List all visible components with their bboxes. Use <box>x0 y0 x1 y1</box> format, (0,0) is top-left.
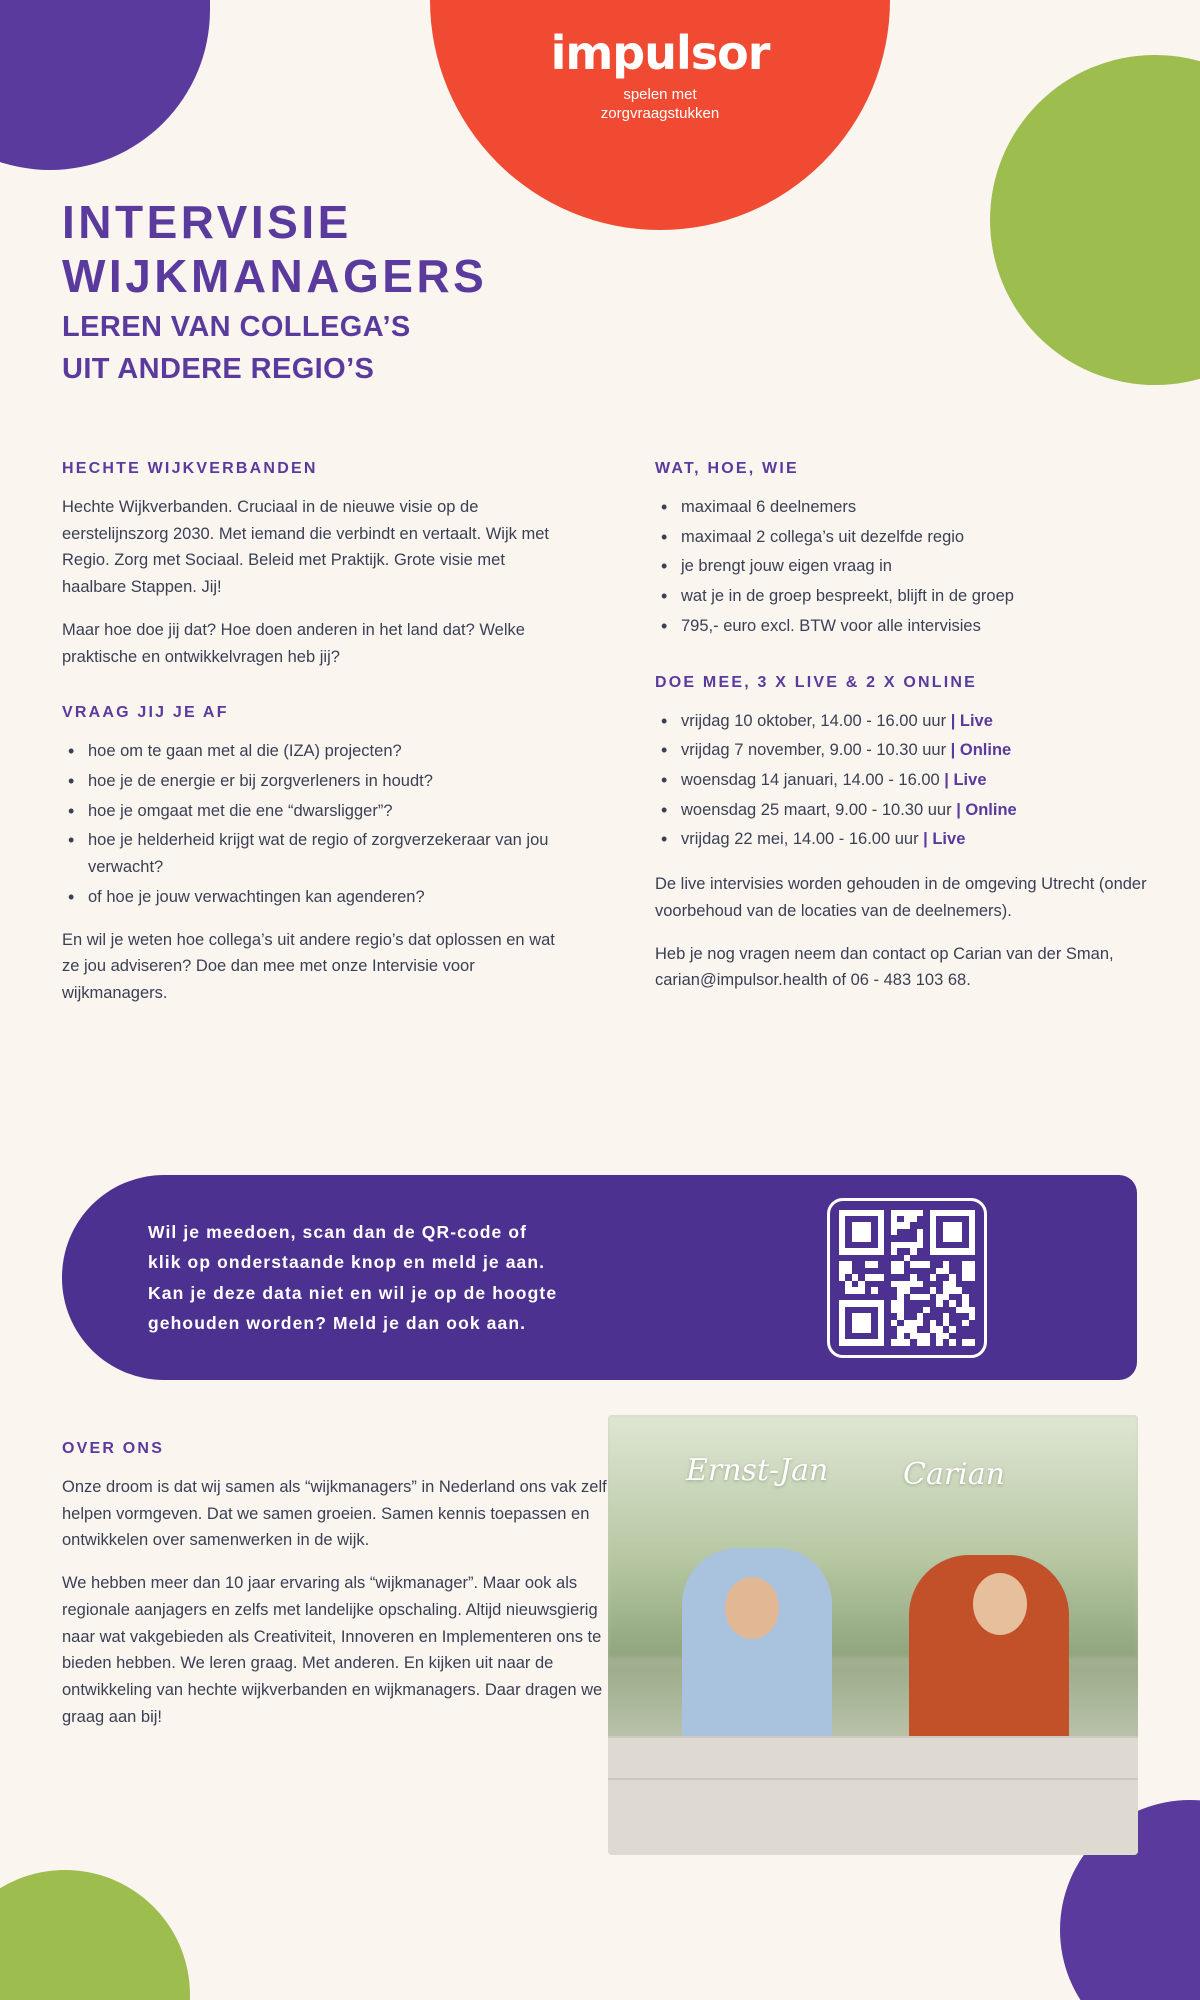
session-row <box>655 767 1165 794</box>
decor-shape-green-bottom-left <box>0 1870 190 2000</box>
session-row <box>655 737 1165 764</box>
paragraph-location-note: De live intervisies worden gehouden in de omgeving Utrecht (onder voorbehoud van de locaties van de deelnemers). <box>655 875 1147 920</box>
cta-line-4: gehouden worden? Meld je dan ook aan. <box>148 1312 527 1333</box>
subtitle-line-2: UIT ANDERE REGIO’S <box>62 352 375 385</box>
left-column <box>62 460 562 1023</box>
photo-person-right-head <box>973 1573 1027 1635</box>
session-row <box>655 708 1165 735</box>
team-photo <box>608 1415 1138 1855</box>
list-vraag-jij-je-af <box>62 738 562 910</box>
session-mode: | Online <box>950 741 1012 760</box>
paragraph-contact-note: Heb je nog vragen neem dan contact op Carian van der Sman, carian@impulsor.health of 06 - 483 103 68. <box>655 944 1114 990</box>
list-item: • hoe je de energie er bij zorgverleners in houdt? <box>62 768 562 795</box>
list-item: • maximaal 6 deelnemers <box>655 494 1165 521</box>
brand-logo <box>430 26 890 124</box>
qr-code-matrix <box>839 1210 975 1346</box>
session-mode: | Live <box>950 711 993 730</box>
heading-vraag-jij-je-af: VRAAG JIJ JE AF <box>62 704 229 722</box>
session-mode: | Online <box>956 800 1017 819</box>
paragraph-over-ons-1: Onze droom is dat wij samen als “wijkmanagers” in Nederland ons vak zelf helpen vormgeven. Dat we samen groeien. Samen kennis toepassen en ontwikkelen over samenwerken in de wijk. <box>62 1478 607 1550</box>
page-title <box>62 195 762 388</box>
list-item: • 795,- euro excl. BTW voor alle intervisies <box>655 613 1165 640</box>
over-ons-section <box>62 1440 622 1746</box>
heading-doe-mee: DOE MEE, 3 X LIVE & 2 X ONLINE <box>655 673 978 691</box>
list-wat-hoe-wie <box>655 494 1165 640</box>
title-line-1: INTERVISIE <box>62 196 352 248</box>
photo-person-left-head <box>725 1577 779 1639</box>
heading-hechte-wijkverbanden: HECHTE WIJKVERBANDEN <box>62 460 318 477</box>
list-item: • maximaal 2 collega’s uit dezelfde regio <box>655 524 1165 551</box>
list-item: • hoe je omgaat met die ene “dwarsligger”? <box>62 798 562 825</box>
session-date: vrijdag 22 mei, 14.00 - 16.00 uur <box>681 830 924 849</box>
session-date: vrijdag 10 oktober, 14.00 - 16.00 uur <box>681 711 951 730</box>
right-column <box>655 460 1165 1010</box>
session-date: woensdag 25 maart, 9.00 - 10.30 uur <box>681 800 957 819</box>
cta-text <box>148 1217 827 1337</box>
photo-ledge <box>608 1736 1138 1855</box>
session-mode: | Live <box>944 771 987 790</box>
decor-shape-purple-top-left <box>0 0 210 170</box>
subtitle-line-1: LEREN VAN COLLEGA’S <box>62 310 411 343</box>
session-row <box>655 797 1165 824</box>
session-date: vrijdag 7 november, 9.00 - 10.30 uur <box>681 741 951 760</box>
cta-line-1: Wil je meedoen, scan dan de QR-code of <box>148 1222 528 1243</box>
title-line-2: WIJKMANAGERS <box>62 250 488 303</box>
logo-tagline-line2: zorgvraagstukken <box>600 104 720 122</box>
session-date: woensdag 14 januari, 14.00 - 16.00 <box>681 771 945 790</box>
paragraph-over-ons-2: We hebben meer dan 10 jaar ervaring als “wijkmanager”. Maar ook als regionale aanjagers en zelfs met landelijke opschaling. Altijd nieuwsgierig naar wat vakgebieden als Creativiteit, Innoveren en Implementeren ons te bieden hebben. We leren graag. Met anderen. En kijken uit naar de ontwikkeling van hechte wijkverbanden en wijkmanagers. Daar dragen we graag aan bij! <box>62 1574 603 1726</box>
logo-wordmark: impulsor <box>550 26 770 80</box>
paragraph-vraag-outro: En wil je weten hoe collega’s uit andere regio’s dat oplossen en wat ze jou adviseren? Doe dan mee met onze Intervisie voor wijkmanagers. <box>62 930 555 1003</box>
paragraph-hechte-2: Maar hoe doe jij dat? Hoe doen anderen in het land dat? Welke praktische en ontwikkelvragen heb jij? <box>62 620 525 666</box>
cta-line-3: Kan je deze data niet en wil je op de hoogte <box>148 1282 558 1303</box>
list-item: • wat je in de groep bespreekt, blijft in de groep <box>655 583 1165 610</box>
list-sessions <box>655 708 1165 854</box>
list-item: • of hoe je jouw verwachtingen kan agenderen? <box>62 884 562 911</box>
list-item: • hoe je helderheid krijgt wat de regio of zorgverzekeraar van jou verwacht? <box>62 827 562 880</box>
heading-wat-hoe-wie: WAT, HOE, WIE <box>655 460 799 477</box>
logo-tagline-line1: spelen met <box>623 86 697 103</box>
photo-name-right: Carian <box>903 1457 1005 1492</box>
paragraph-hechte-1: Hechte Wijkverbanden. Cruciaal in de nieuwe visie op de eerstelijnszorg 2030. Met iemand die verbindt en vertaalt. Wijk met Regio. Zorg met Sociaal. Beleid met Praktijk. Grote visie met haalbare Stappen. Jij! <box>62 498 549 597</box>
heading-over-ons: OVER ONS <box>62 1440 165 1457</box>
cta-banner[interactable] <box>62 1175 1137 1380</box>
photo-name-left: Ernst-Jan <box>686 1453 829 1488</box>
list-item: • hoe om te gaan met al die (IZA) projecten? <box>62 738 562 765</box>
session-row <box>655 826 1165 853</box>
qr-code-icon[interactable] <box>827 1198 987 1358</box>
cta-line-2: klik op onderstaande knop en meld je aan. <box>148 1252 546 1273</box>
session-mode: | Live <box>923 830 966 849</box>
decor-shape-green-top-right <box>990 55 1200 385</box>
list-item: • je brengt jouw eigen vraag in <box>655 553 1165 580</box>
